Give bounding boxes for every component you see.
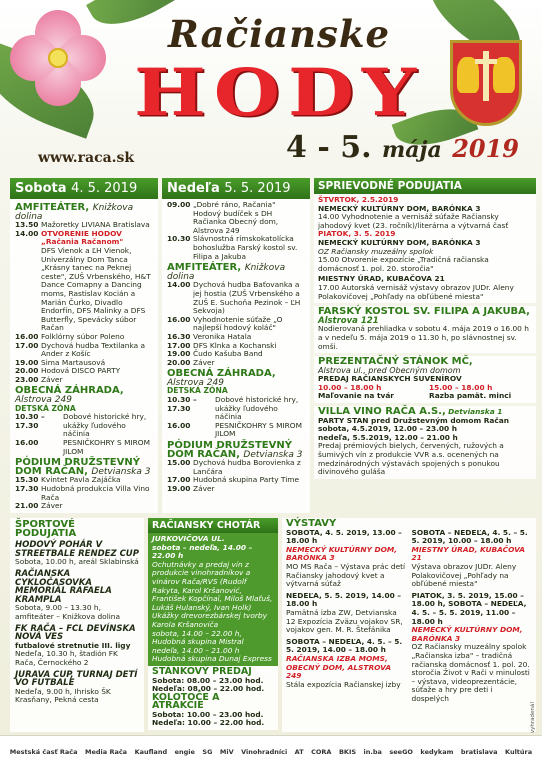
saturday-heading: Sobota 4. 5. 2019 [10, 178, 158, 199]
vystavy-e-day: PIATOK, 3. 5. 2019, 15.00 – 18.00 h, SOBOTA – NEDEĽA, 4. 5. – 5. 5. 2019, 11.00 – 18.00 h [411, 590, 527, 626]
villa-box [314, 406, 536, 479]
sun-obecna-loc: Alstrova 249 [167, 377, 224, 388]
program-text: OTVORENIE HODOV „Račania Račanom" [41, 228, 124, 247]
sun-amf-title: AMFITEÁTER, [167, 262, 242, 274]
sprievodne-day1: ŠTVRTOK, 2.5.2019 [318, 195, 399, 204]
program-time: 16.00 [15, 331, 39, 341]
stanok-right-text: Razba pamät. minci [429, 391, 512, 401]
chotar-show: Ukážky drevorezbárskej tvorby Karola Kršanoviča [152, 611, 267, 629]
title-top: Račianske [168, 12, 391, 56]
stankovy-box [148, 666, 278, 730]
villa-sub: PARTY STAN pred Družstevným domom Račan [318, 415, 510, 425]
sprievodne-place1: NEMECKÝ KULTÚRNY DOM, BARÓNKA 3 [318, 203, 481, 213]
villa-sun: nedeľa, 5.5.2019, 12.00 – 21.00 h [318, 432, 458, 442]
sport-heading: ŠPORTOVÉ PODUJATIA [15, 519, 77, 539]
sprievodne-t2: 15.00 Otvorenie expozície „Tradičná račianska domácnosť 1. pol. 20. storočia" [318, 255, 489, 273]
sun-detska-zona: DETSKÁ ZÓNA [167, 386, 228, 396]
sport-e2-text: Sobota, 9.00 – 13.30 h, amfiteáter – Knižkova dolina [15, 603, 121, 621]
website: www.raca.sk [38, 150, 135, 166]
program-time: 16.00 [167, 314, 191, 324]
saturday-amf-list [15, 221, 153, 384]
sprievodne-box [314, 194, 536, 303]
program-text: Hudobná produkcia Villa Vino Rača [41, 484, 150, 502]
program-text: Hodová DISCO PARTY [41, 366, 121, 376]
villa-text: Predaj prémiových bielych, červených, ružových a šumivých vín z produkcie VVR a.s. ocenených na medzinárodných výstavách spojených s ponukou divinového guláša [318, 441, 504, 477]
program-item [167, 281, 305, 315]
right-column [314, 178, 536, 513]
program-text: Dobové historické hry, ukážky ľudového náčinia [215, 395, 299, 422]
program-text: Dychová hudba Borovienka z Lančára [193, 458, 301, 476]
vystavy-b-text: Pamätná izba ZW, Detvianska 12 Expozícia Zväzu vojakov SR, vojakov gen. M. R. Štefánika [286, 607, 403, 635]
sun-podium-loc: Detvianska 3 [243, 449, 303, 460]
sponsor-logo: engie [174, 748, 195, 756]
program-time: 19.00 [167, 349, 191, 359]
vystavy-a-day: SOBOTA, 4. 5. 2019, 13.00 – 18.00 h [286, 527, 402, 546]
program-item [167, 235, 305, 261]
sprievodne-place2: NEMECKÝ KULTÚRNY DOM, BARÓNKA 3 [318, 237, 481, 247]
stanok-box [314, 356, 536, 403]
program-item [167, 485, 305, 494]
vystavy-a-place: NEMECKÝ KULTÚRNY DOM, BARÓNKA 3 [286, 544, 398, 563]
program-item [15, 485, 153, 502]
program-time: 20.00 [167, 357, 191, 367]
vystavy-c-place: RAČIANSKA IZBA MOMS, OBECNÝ DOM, ALSTROVA 249 [286, 653, 392, 681]
program-time: 09.00 [167, 200, 191, 209]
sat-detska-zona: DETSKÁ ZÓNA [15, 403, 76, 413]
sponsor-logo: Kultúra [505, 748, 533, 756]
chotar-body [148, 533, 278, 666]
sunday-podium-list [167, 459, 305, 493]
program-text: Záver [41, 501, 63, 511]
sunday-amf-list [167, 281, 305, 367]
program-time: 15.00 [167, 458, 191, 468]
program-text: Záver [193, 357, 215, 367]
chotar-box [148, 518, 278, 732]
kolotoce-heading: KOLOTOČE A ATRAKCIE [152, 691, 220, 712]
stankovy-sun: Nedeľa: 08.00 – 22.00 hod. [152, 684, 265, 694]
sunday-obecna-list [167, 396, 305, 439]
sat-obecna-loc: Alstrova 249 [15, 395, 72, 406]
sport-box [10, 518, 144, 732]
saturday-podium-list [15, 476, 153, 510]
sponsor-logo: BKIS [338, 748, 357, 756]
program-time: 10.30 [167, 234, 191, 244]
vystavy-b-day: NEDEĽA, 5. 5. 2019, 14.00 – 18.00 h [286, 590, 402, 609]
villa-heading: VILLA VINO RAČA A.S., [318, 406, 446, 418]
program-text: Čudo Kašuba Band [193, 349, 263, 359]
program-item [167, 359, 305, 368]
program-text: Slávnostná rímskokatolícka bohoslužba Farský kostol sv. Filipa a Jakuba [193, 234, 298, 261]
program-text: Kvintet Pavla Zajáčka [41, 475, 121, 485]
sponsor-logo: Media Rača [85, 748, 128, 756]
sponsor-logos [0, 735, 542, 768]
sponsor-logo: AT [294, 748, 304, 756]
sport-e4-title: JURAVA CUP, TURNAJ DETÍ VO FUTBALE [15, 669, 138, 689]
program-time: 14.00 [15, 228, 39, 238]
sun-amf-loc: Knižkova dolina [167, 263, 286, 282]
sponsor-logo: bratislava [460, 748, 498, 756]
sat-amf-title: AMFITEÁTER, [15, 202, 90, 213]
sprievodne-t3: 17.00 Autorská vernisáž výstavy obrazov JUDr. Aleny Polakovičovej „Pohľady na obľúbené miesta" [318, 282, 514, 301]
program-text: Hudobná skupina Party Time [193, 475, 300, 485]
program-item [15, 439, 153, 456]
program-time: 20.00 [15, 366, 39, 376]
program-text: Záver [193, 484, 215, 493]
vystavy-heading: VÝSTAVY [286, 518, 337, 529]
program-text: DFS Vienok a ĽH Vienok, Univerzálny Dom Tanca „Krásny tanec na Peknej ceste", ZUŠ Vrbenského, H&T Dance Comapny a Dancing moms, Rastislav Kocián a Marián Čurko, Divadlo Endorfín, DFS Malinky a DFS Butterfly, Spevácky súbor Račan [41, 245, 151, 333]
sponsor-logo: seeGO [389, 748, 413, 756]
kostol-text: Nodierovaná prehliadka v sobotu 4. mája 2019 o 16.00 h a v nedeľu 5. mája 2019 o 11.30 h, po slávnostnej sv. omši. [318, 324, 529, 351]
saturday-obecna-list [15, 413, 153, 456]
sat-obecna-title: OBECNÁ ZÁHRADA, [15, 385, 124, 397]
sponsor-logo: kedykam [420, 748, 454, 756]
sunday-column [162, 178, 310, 513]
program-item [167, 422, 305, 439]
program-text: Folklórny súbor Poleno [41, 331, 125, 341]
program-time: 16.00 [15, 438, 39, 448]
program-text: PESNIČKOHRY S MIROM JILOM [63, 438, 150, 456]
dates-month: mája [382, 137, 442, 163]
vystavy-c-text: Stála expozícia Račianskej izby [286, 679, 401, 689]
saturday-column [10, 178, 158, 513]
program-text: Sima Martausová [41, 357, 106, 367]
chotar-sun: nedeľa, 14.00 – 21.00 h Hudobná skupina Dunaj Express [152, 645, 272, 664]
program-text: Dychová hudba Baťovanka a jej hostia (ZUŠ Vrbenského a ZUŠ E. Suchoňa Pezinok – ĽH Sekvoja) [193, 280, 301, 316]
sponsor-logo: Vinohradníci [241, 748, 288, 756]
kostol-box [314, 306, 536, 353]
sponsor-logo: Mestská časť Rača [9, 748, 78, 756]
sat-podium-title: PÓDIUM DRUŽSTEVNÝ DOM RAČAN, [15, 457, 140, 477]
program-time: 10.30 – 17.30 [15, 412, 45, 430]
program-time: 13.50 [15, 220, 39, 230]
program-item [167, 459, 305, 476]
coat-of-arms-icon [450, 40, 522, 126]
program-item [167, 396, 305, 422]
kolotoce-sat: Sobota: 10.00 – 23.00 hod. [152, 709, 264, 719]
program-time: 17.00 [167, 340, 191, 350]
chotar-text: Ochutnávky a predaj vín z produkcie vinohradníkov a vinárov Rača/RVS (Rudolf Rakyta, Karol Kršanović, František Kopčínaï, Miloš Mlaťuš, Lukáš Hulanský, Ivan Holk) [152, 559, 273, 612]
sponsor-logo: in.ba [363, 748, 382, 756]
stanok-left-text: Maľovanie na tvár [318, 391, 394, 401]
program-time: 17.00 [167, 475, 191, 485]
sprievodne-place3: MIESTNY ÚRAD, KUBAČOVA 21 [318, 274, 445, 284]
program-time: 19.00 [167, 484, 191, 493]
program-time: 16.30 [167, 331, 191, 341]
villa-sat: sobota, 4.5.2019, 12.00 – 23.00 h [318, 424, 458, 434]
program-text: Veronika Hatala [193, 331, 252, 341]
stankovy-sat: Sobota: 08.00 – 23.00 hod. [152, 675, 264, 685]
event-dates [286, 130, 519, 165]
sport-e2-title: RAČIANSKA CYKLOČASOVKA MEMORIÁL RAFAELA KRAMPLA [15, 568, 112, 605]
sat-amf-loc: Knižkova dolina [15, 203, 134, 222]
program-text: DFS Klnka a Kochanski [193, 340, 277, 350]
program-text: Dychová hudba Textilanka a Ander z Košíc [41, 340, 146, 359]
program-item [167, 316, 305, 333]
dates-year: 2019 [452, 134, 519, 163]
sun-obecna-title: OBECNÁ ZÁHRADA, [167, 368, 276, 380]
dates-days: 4 - 5. [286, 130, 372, 165]
program-time: 14.00 [167, 280, 191, 290]
program-time: 17.30 [15, 484, 39, 493]
header [0, 0, 542, 175]
program-time: 21.00 [15, 501, 39, 511]
sprievodne-heading: SPRIEVODNÉ PODUJATIA [314, 178, 536, 194]
program-text: PESNIČKOHRY S MIROM JILOM [215, 420, 302, 439]
program-text: Dobové historické hry, ukážky ľudového náčinia [63, 412, 147, 439]
chotar-sat: sobota, 14.00 – 22.00 h, Hudobná skupina Mistral [152, 628, 244, 647]
flower-decoration [10, 10, 106, 106]
stanok-sub: PREDAJ RAČIANSKYCH SUVENÍROV [318, 374, 462, 384]
sunday-morning-list [167, 201, 305, 261]
program-time: 15.30 [15, 475, 39, 485]
chotar-heading: RAČIANSKY CHOTÁR [148, 518, 278, 533]
stanok-right-time: 15.00 – 18.00 h [429, 382, 493, 392]
vystavy-d-place: MIESTNY ÚRAD, KUBAČOVA 21 [411, 544, 526, 563]
program-item [15, 413, 153, 439]
vystavy-c-day: SOBOTA – NEDEĽA, 4. 5. – 5. 5. 2019, 14.00 – 18.00 h [286, 636, 403, 655]
program-item [167, 201, 305, 235]
program-item [15, 376, 153, 385]
sport-e1-text: Sobota, 10.00 h, areál Sklabinská [15, 557, 139, 567]
program-time: 16.00 [167, 420, 191, 430]
sport-e3-sub: futbalové stretnutie III. ligy [15, 640, 131, 650]
sat-podium-loc: Detvianska 3 [91, 466, 151, 477]
sprievodne-t1: 14.00 Vyhodnotenie a vernisáž súťaže Račiansky jahodový kvet (23. ročník)/literárna a výtvarná časť [318, 212, 509, 230]
vystavy-e-text: OZ Račiansky muzeálny spolok „Račianska izba" – tradičná račianska domácnosť 1. pol. 20. storočia Život v Rači v minulosti – výstava, videoprezentácie, súťaže a hry pre deti i dospelých [411, 642, 530, 703]
sprievodne-day2: PIATOK, 3. 5. 2019 [318, 229, 396, 239]
program-item [15, 247, 153, 333]
kostol-heading: FARSKÝ KOSTOL SV. FILIPA A JAKUBA, [318, 306, 530, 318]
chotar-loc: JURKOVIČOVA UL. [152, 534, 225, 543]
program-text: Mažoretky LIVIANA Bratislava [41, 220, 150, 230]
vystavy-a-text: MO MS Rača – Výstava prác detí Račiansky jahodový kvet a výtvarná súťaž [286, 561, 406, 589]
vystavy-box [282, 518, 536, 732]
stanok-left-time: 10.00 – 18.00 h [318, 382, 382, 392]
vystavy-d-text: Výstava obrazov JUDr. Aleny Polakovičovej „Pohľady na obľúbené miesta" [411, 561, 517, 589]
program-text: Vyhodnotenie súťaže „O najlepší hodový koláč" [193, 314, 283, 333]
program-time: 23.00 [15, 374, 39, 384]
sponsor-logo: SG [202, 748, 213, 756]
stanok-heading: PREZENTAČNÝ STÁNOK MČ, [318, 356, 473, 368]
vystavy-e-place: NEMECKÝ KULTÚRNY DOM, BARÓNKA 3 [411, 625, 523, 643]
chotar-time: sobota – nedeľa, 14.00 – 22.00 h [152, 542, 253, 561]
program-item [15, 502, 153, 511]
sponsor-logo: Kaufland [134, 748, 168, 756]
program-item [15, 342, 153, 359]
sunday-heading: Nedeľa 5. 5. 2019 [162, 178, 310, 199]
sport-e3-title: FK RAČA – FCL DEVÍNSKA NOVÁ VES [15, 623, 136, 643]
program-time [15, 247, 41, 333]
vystavy-d-day: SOBOTA – NEDEĽA, 4. 5. – 5. 5. 2019, 10.00 – 18.00 h [411, 527, 528, 546]
program-text: „Dobré ráno, Račania" Hodový budíček s DH Račianka Obecný dom, Alstrova 249 [193, 200, 279, 235]
title-main: HODY [134, 54, 425, 131]
stanok-loc: Alstrova ul., pred Obecným domom [318, 365, 461, 375]
sponsor-logo: MiV [219, 748, 234, 756]
program-time: 17.00 [15, 340, 39, 350]
sport-e4-text: Nedeľa, 9.00 h, Ihrisko ŠK Krasňany, Pekná cesta [15, 686, 111, 705]
sun-podium-title: PÓDIUM DRUŽSTEVNÝ DOM RAČAN, [167, 440, 292, 460]
sprievodne-sub2: OZ Račiansky muzeálny spolok [318, 246, 434, 256]
villa-loc: Detvianska 1 [448, 407, 503, 417]
stankovy-heading: STÁNKOVÝ PREDAJ [152, 665, 252, 677]
kostol-loc: Alstrova 121 [318, 315, 379, 326]
program-time: 10.30 – 17.30 [167, 395, 197, 413]
program-item [15, 230, 153, 247]
program-time: 19.00 [15, 357, 39, 367]
sport-e3-text: Nedeľa, 10.30 h, štadión FK Rača, Černockého 2 [15, 649, 118, 667]
sponsor-logo: CORA [311, 748, 332, 756]
sport-e1-title: HODOVÝ POHÁR V STREETBALE RENDEZ CUP [15, 540, 139, 559]
kolotoce-sun: Nedeľa: 10.00 – 22.00 hod. [152, 718, 265, 728]
program-text: Záver [41, 374, 63, 384]
